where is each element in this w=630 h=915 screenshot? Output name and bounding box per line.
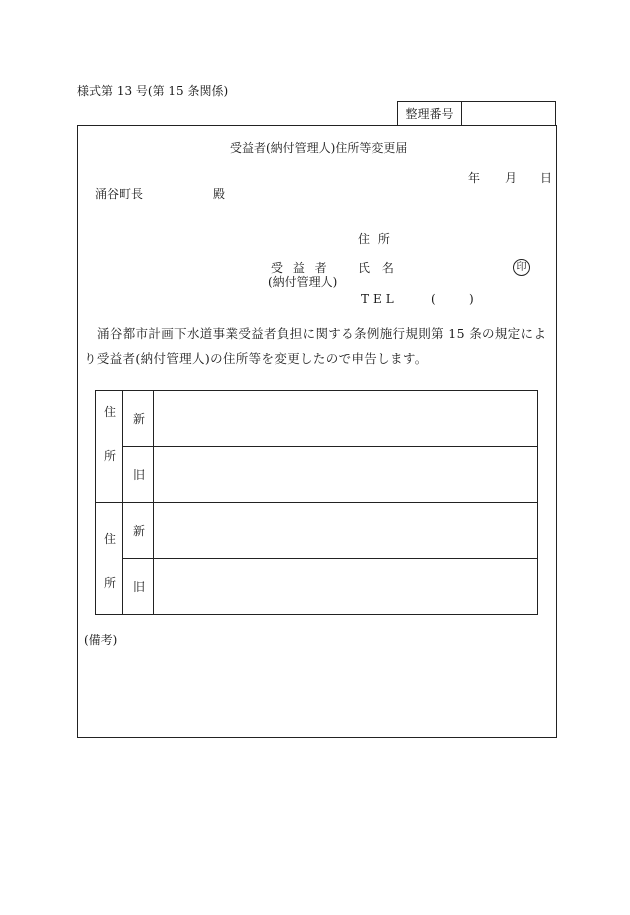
date-year-label: 年 [468, 171, 481, 185]
remarks-label: (備考) [84, 633, 118, 647]
payment-manager-label: (納付管理人) [268, 275, 338, 289]
tel-paren-open: ( [431, 292, 436, 306]
form-title: 受益者(納付管理人)住所等変更届 [230, 141, 408, 155]
table-divider-h3 [122, 558, 537, 559]
beneficiary-label: 受 益 者 [271, 261, 327, 275]
tel-paren-close: ) [469, 292, 474, 306]
tel-label: TEL [361, 292, 398, 306]
old-address-field-2[interactable] [158, 563, 531, 610]
address-change-table [95, 390, 538, 615]
group1-label-top: 住 [104, 405, 117, 419]
group1-label-bottom: 所 [104, 449, 117, 463]
reference-number-field[interactable] [462, 102, 555, 125]
reference-number-box [397, 101, 556, 125]
old-address-label-1: 旧 [133, 468, 146, 482]
reference-number-label: 整理番号 [398, 102, 462, 125]
address-label: 住 所 [358, 232, 390, 246]
group2-label-bottom: 所 [104, 576, 117, 590]
old-address-field-1[interactable] [158, 451, 531, 498]
body-text-line-2: り受益者(納付管理人)の住所等を変更したので申告します。 [84, 351, 428, 366]
new-address-field-2[interactable] [158, 507, 531, 554]
seal-mark: 印 [513, 259, 530, 276]
name-label: 氏 名 [358, 261, 394, 275]
addressee-name: 涌谷町長 [95, 187, 144, 201]
body-text-line-1: 涌谷都市計画下水道事業受益者負担に関する条例施行規則第 15 条の規定によ [97, 326, 547, 341]
new-address-label-2: 新 [133, 524, 146, 538]
date-day-label: 日 [540, 171, 553, 185]
new-address-field-1[interactable] [158, 395, 531, 442]
new-address-label-1: 新 [133, 412, 146, 426]
addressee-honorific: 殿 [213, 187, 226, 201]
table-divider-h1 [122, 446, 537, 447]
form-number: 様式第 13 号(第 15 条関係) [77, 84, 229, 98]
date-month-label: 月 [505, 171, 518, 185]
group2-label-top: 住 [104, 532, 117, 546]
table-divider-h2 [96, 502, 537, 503]
old-address-label-2: 旧 [133, 580, 146, 594]
